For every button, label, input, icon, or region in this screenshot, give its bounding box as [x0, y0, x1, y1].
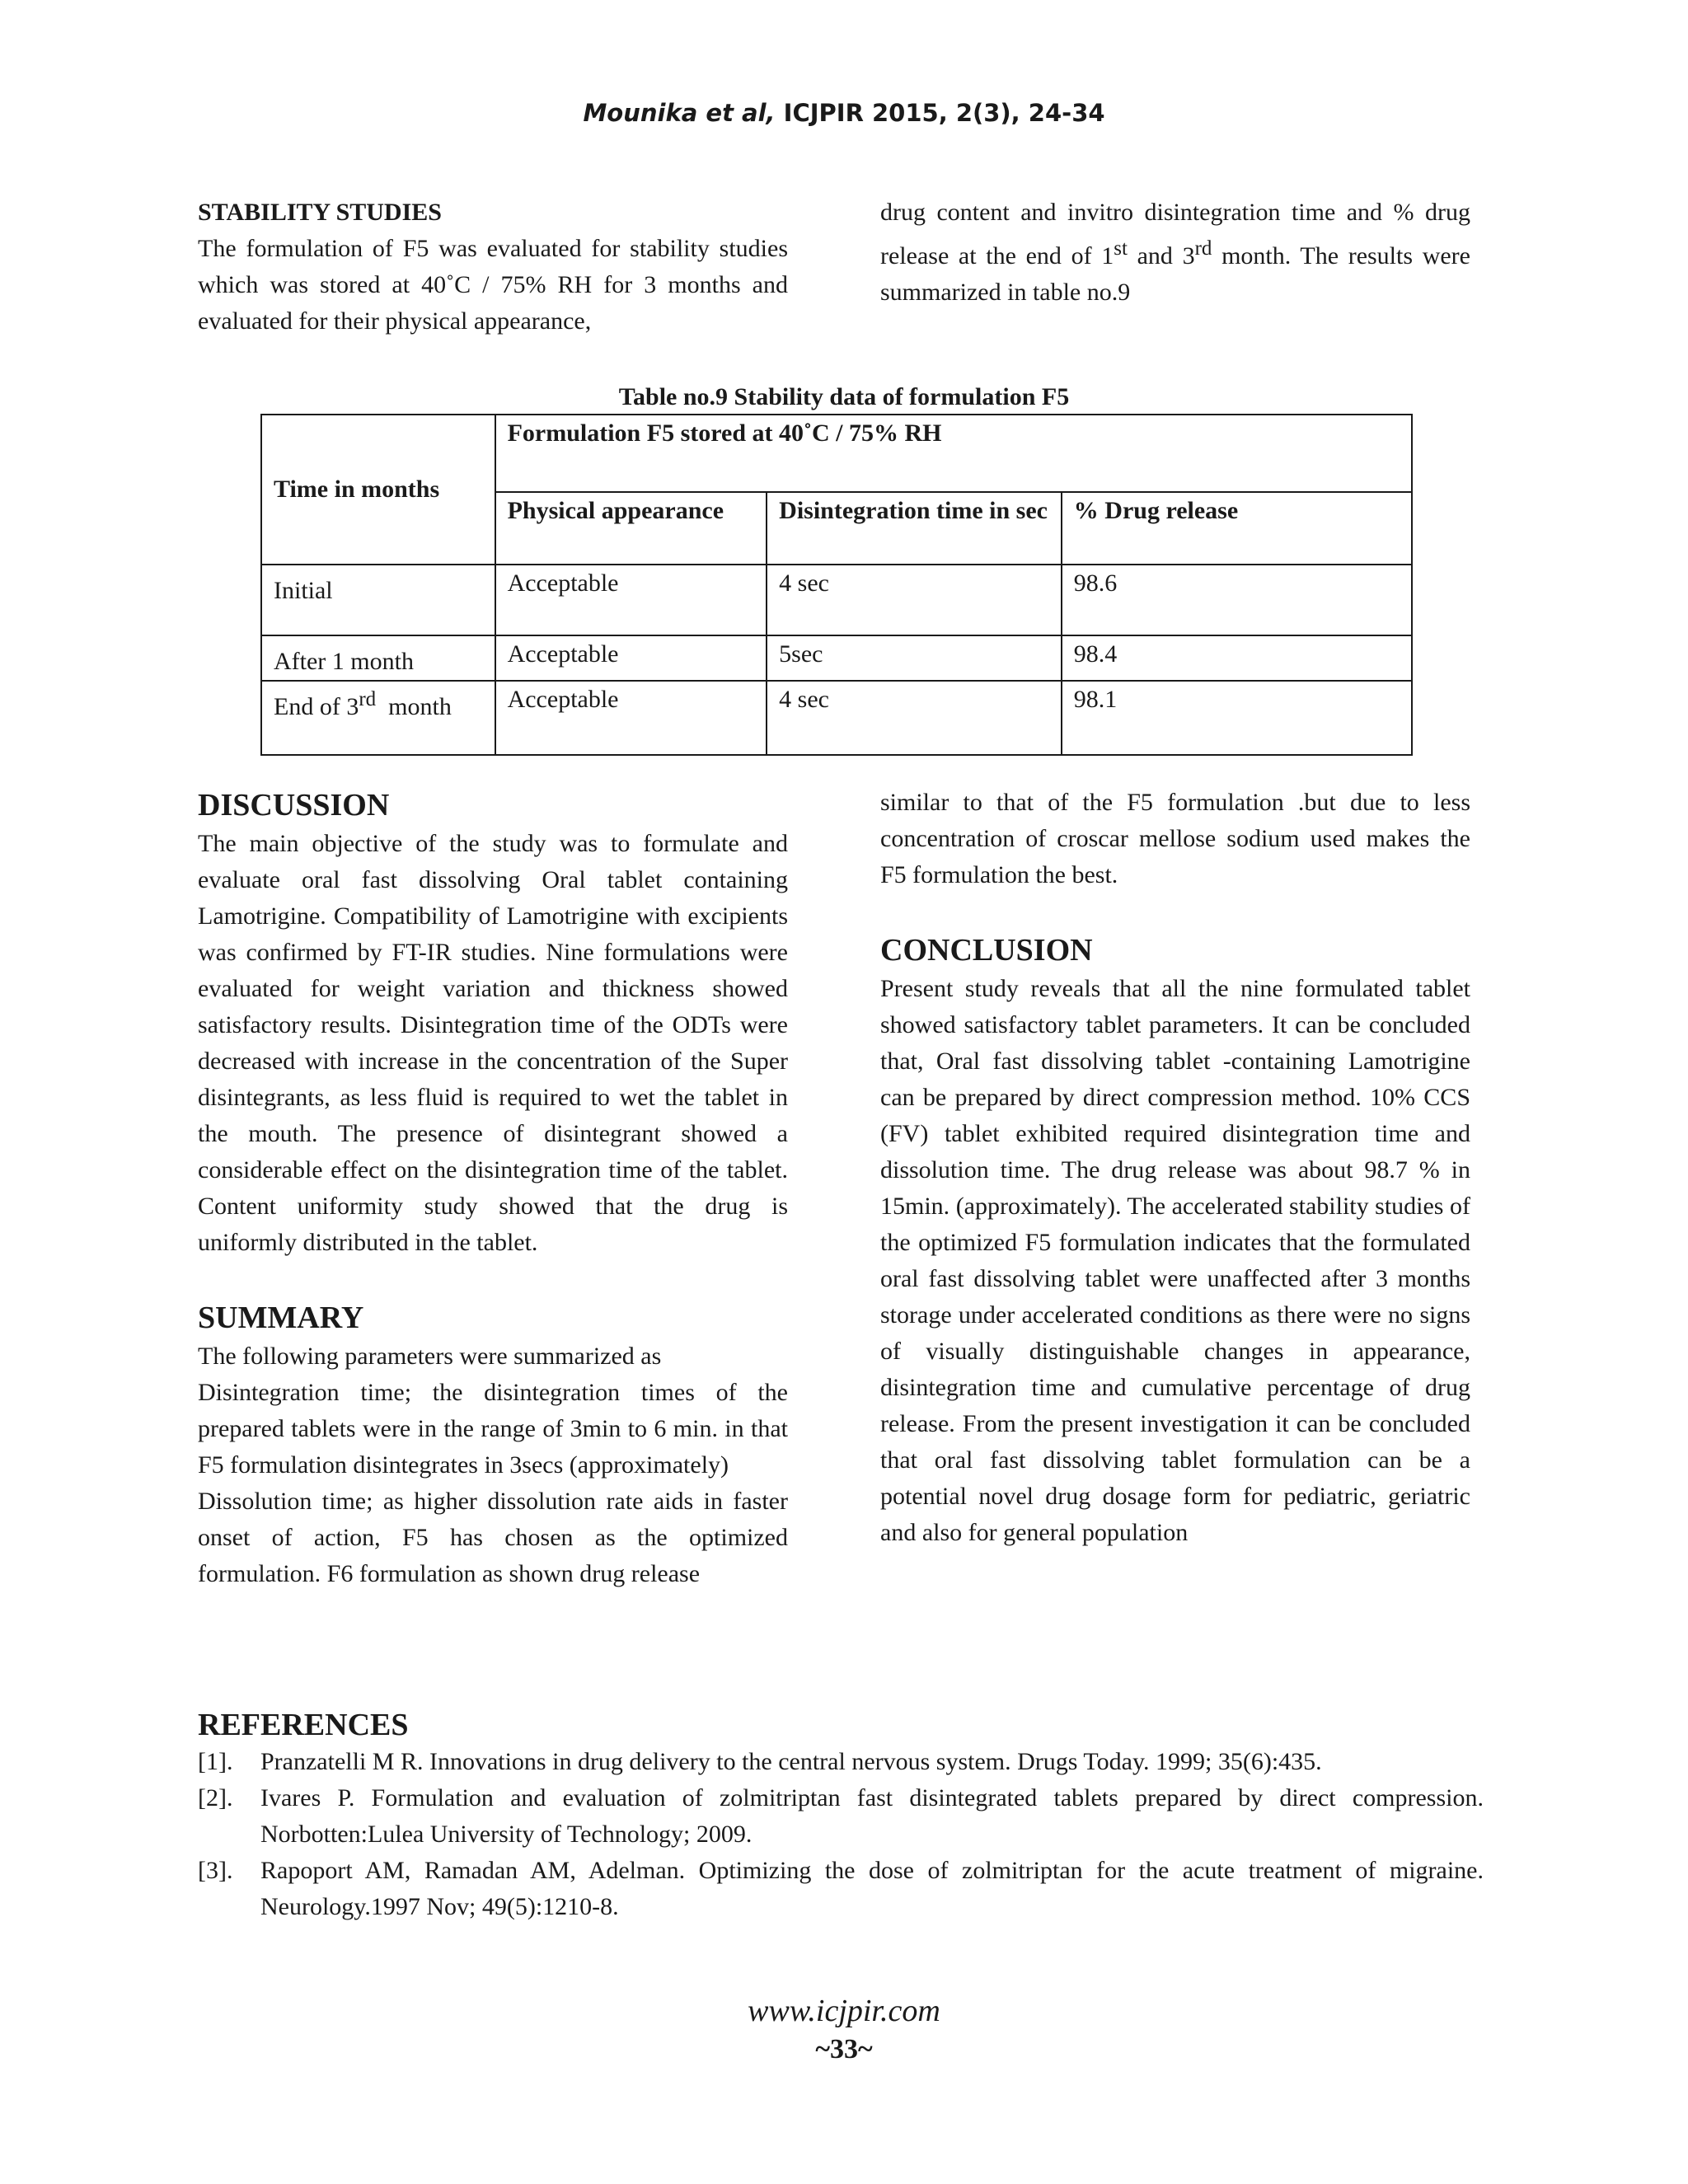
reference-item: [198, 1744, 1484, 1780]
running-header: [0, 99, 1688, 127]
cell-appearance: Acceptable: [495, 681, 767, 755]
conclusion-text: Present study reveals that all the nine formulated tablet showed satisfactory tablet parameters. It can be concluded that, Oral fast dissolving tablet -containing Lamotrigine can be prepared by direct compression method. 10% CCS (FV) tablet exhibited required disintegration time and dissolution time. The drug release was about 98.7 % in 15min. (approximately). The accelerated stability studies of the optimized F5 formulation indicates that the formulated oral fast dissolving tablet were unaffected after 3 months storage under accelerated conditions as there were no signs of visually distinguishable changes in appearance, disintegration time and cumulative percentage of drug release. From the present investigation it can be concluded that oral fast dissolving tablet formulation can be a potential novel drug dosage form for pediatric, geriatric and also for general population: [880, 975, 1470, 1546]
table-row: [261, 565, 1412, 635]
discussion-continuation: similar to that of the F5 formulation .but due to less concentration of croscar mellose sodium used makes the F5 formulation the best.: [880, 789, 1470, 888]
reference-text: Rapoport AM, Ramadan AM, Adelman. Optimizing the dose of zolmitriptan for the acute treatment of migraine. Neurology.1997 Nov; 49(5):1210-8.: [260, 1857, 1484, 1920]
stability-sup-1: st: [1114, 237, 1128, 260]
reference-number: [3].: [198, 1857, 233, 1884]
cell-appearance: Acceptable: [495, 635, 767, 681]
reference-text: Ivares P. Formulation and evaluation of zolmitriptan fast disintegrated tablets prepared by direct compression. Norbotten:Lulea University of Technology; 2009.: [260, 1784, 1484, 1848]
cell-disintegration: 4 sec: [767, 681, 1062, 755]
stability-right-text-c: month. The results were summarized in table no.9: [880, 242, 1470, 306]
footer-url[interactable]: www.icjpir.com: [748, 1994, 940, 2028]
cell-appearance: Acceptable: [495, 565, 767, 635]
stability-right-text: [880, 194, 1470, 311]
cell-time: Initial: [261, 565, 495, 635]
cell-release: 98.6: [1062, 565, 1412, 635]
table-header-row-1: [261, 415, 1412, 492]
reference-item: [198, 1853, 1484, 1925]
references-section: [198, 1706, 1484, 1925]
header-drug-release: % Drug release: [1062, 492, 1412, 565]
discussion-title: DISCUSSION: [198, 788, 390, 823]
summary-title: SUMMARY: [198, 1301, 364, 1335]
stability-sup-2: rd: [1194, 237, 1212, 260]
summary-dissolution: Dissolution time; as higher dissolution rate aids in faster onset of action, F5 has chosen as the optimized formulation. F6 formulation as shown drug release: [198, 1488, 788, 1587]
header-authors: Mounika et al,: [583, 99, 776, 127]
header-physical-appearance: Physical appearance: [495, 492, 767, 565]
left-column: [198, 785, 788, 1592]
reference-item: [198, 1780, 1484, 1853]
page-number: ~33~: [815, 2034, 873, 2064]
header-citation: ICJPIR 2015, 2(3), 24-34: [775, 99, 1105, 127]
stability-right-text-a: drug content and invitro disintegration time and % drug release at the end of 1: [880, 199, 1470, 269]
table-caption: Table no.9 Stability data of formulation F5: [618, 383, 1070, 410]
cell-time: After 1 month: [261, 635, 495, 681]
summary-disintegration: Disintegration time; the disintegration times of the prepared tablets were in the range of 3min to 6 min. in that F5 formulation disintegrates in 3secs (approximately): [198, 1379, 788, 1479]
stability-left-text: The formulation of F5 was evaluated for stability studies which was stored at 40˚C / 75% RH for 3 months and evaluated for their physical appearance,: [198, 235, 788, 335]
summary-intro: The following parameters were summarized as: [198, 1343, 662, 1370]
header-formulation-group: Formulation F5 stored at 40˚C / 75% RH: [495, 415, 1412, 492]
cell-release: 98.1: [1062, 681, 1412, 755]
reference-text: Pranzatelli M R. Innovations in drug delivery to the central nervous system. Drugs Today. 1999; 35(6):435.: [260, 1748, 1322, 1775]
cell-release: 98.4: [1062, 635, 1412, 681]
cell-disintegration: 4 sec: [767, 565, 1062, 635]
cell-disintegration: 5sec: [767, 635, 1062, 681]
reference-number: [2].: [198, 1784, 233, 1811]
stability-right-column: [880, 194, 1470, 311]
stability-table: [260, 414, 1413, 756]
conclusion-title: CONCLUSION: [880, 933, 1093, 968]
header-time-in-months: Time in months: [261, 415, 495, 565]
references-title: REFERENCES: [198, 1708, 409, 1742]
right-column: [880, 785, 1470, 1551]
table-row: [261, 635, 1412, 681]
cell-time: End of 3rd month: [261, 681, 495, 755]
stability-left-column: [198, 194, 788, 340]
reference-number: [1].: [198, 1748, 233, 1775]
table-row: [261, 681, 1412, 755]
stability-title: STABILITY STUDIES: [198, 199, 442, 226]
discussion-text: The main objective of the study was to formulate and evaluate oral fast dissolving Oral tablet containing Lamotrigine. Compatibility of Lamotrigine with excipients was confirmed by FT-IR studies. Nine formulations were evaluated for weight variation and thickness showed satisfactory results. Disintegration time of the ODTs were decreased with increase in the concentration of the Super disintegrants, as less fluid is required to wet the tablet in the mouth. The presence of disintegrant showed a considerable effect on the disintegration time of the tablet. Content uniformity study showed that the drug is uniformly distributed in the tablet.: [198, 830, 788, 1256]
header-disintegration-time: Disintegration time in sec: [767, 492, 1062, 565]
stability-right-text-b: and 3: [1127, 242, 1195, 269]
